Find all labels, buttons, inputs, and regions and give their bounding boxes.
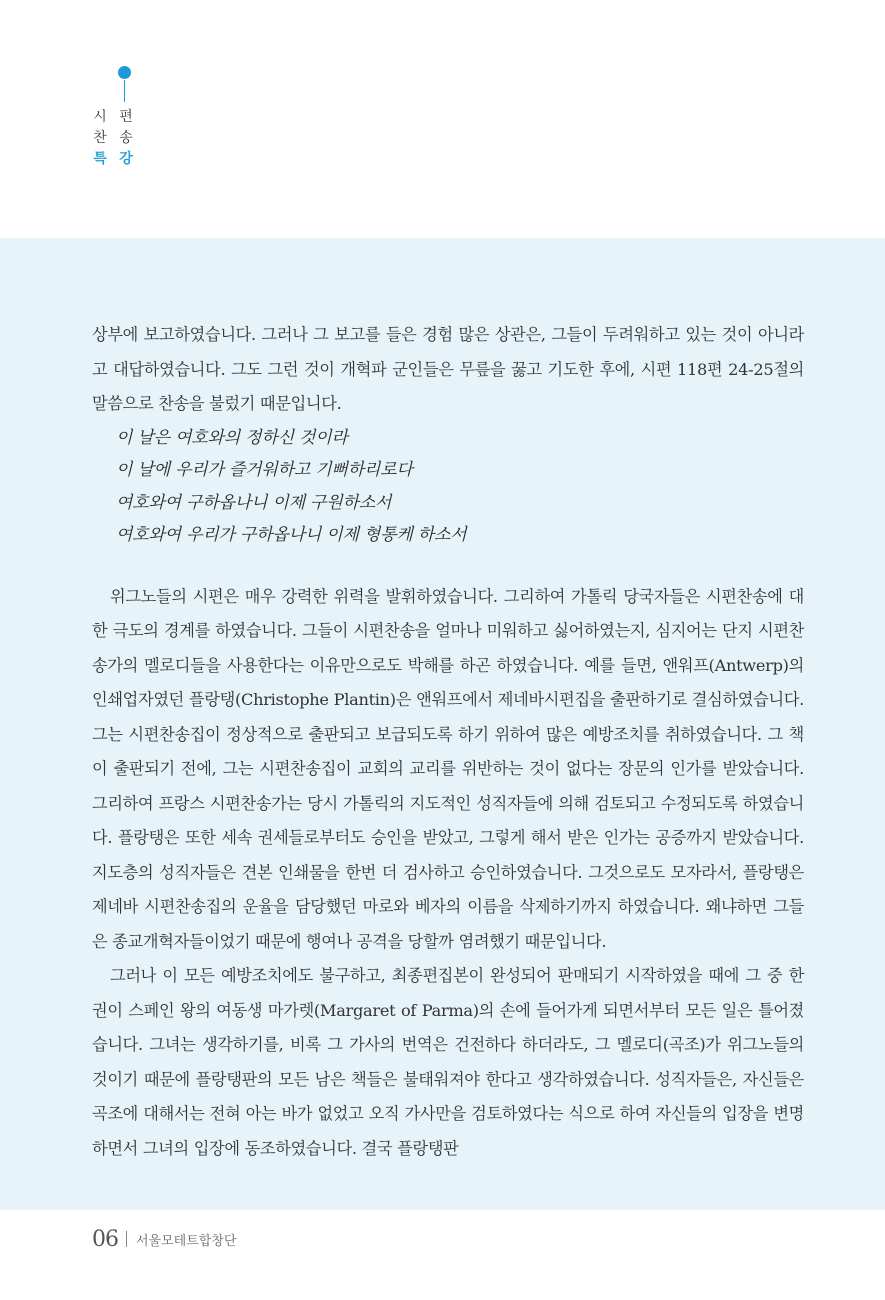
- paragraph-1: 상부에 보고하였습니다. 그러나 그 보고를 들은 경험 많은 상관은, 그들이 두려워하고 있는 것이 아니라고 대답하였습니다. 그도 그런 것이 개혁파 군인들은 무릎을 꿇고 기도한 후에, 시편 118편 24-25절의 말씀으로 찬송을 불렀기 때문입니다.: [92, 325, 804, 413]
- accent-dot-icon: [118, 66, 131, 79]
- page-header: [0, 0, 885, 238]
- section-label-char: 찬: [93, 130, 107, 146]
- verse-line: 이 날은 여호와의 정하신 것이라: [116, 427, 348, 448]
- paragraph-2: 위그노들의 시편은 매우 강력한 위력을 발휘하였습니다. 그리하여 가톨릭 당국자들은 시편찬송에 대한 극도의 경계를 하였습니다. 그들이 시편찬송을 얼마나 미워하고 싫어하였는지, 심지어는 단지 시편찬송가의 멜로디들을 사용한다는 이유만으로도 박해를 하곤 하였습니다. 예를 들면, 앤워프(Antwerp)의 인쇄업자였던 플랑탱(Christophe Plantin)은 앤워프에서 제네바시편집을 출판하기로 결심하였습니다. 그는 시편찬송집이 정상적으로 출판되고 보급되도록 하기 위하여 많은 예방조치를 취하였습니다. 그 책이 출판되기 전에, 그는 시편찬송집이 교회의 교리를 위반하는 것이 없다는 장문의 인가를 받았습니다. 그리하여 프랑스 시편찬송가는 당시 가톨릭의 지도적인 성직자들에 의해 검토되고 수정되도록 하였습니다. 플랑탱은 또한 세속 권세들로부터도 승인을 받았고, 그렇게 해서 받은 인가는 공증까지 받았습니다. 지도층의 성직자들은 견본 인쇄물을 한번 더 검사하고 승인하였습니다. 그것으로도 모자라서, 플랑탱은 제네바 시편찬송집의 운율을 담당했던 마로와 베자의 이름을 삭제하기까지 하였습니다. 왜냐하면 그들은 종교개혁자들이었기 때문에 행여나 공격을 당할까 염려했기 때문입니다.: [92, 586, 804, 951]
- section-label-char: 편: [119, 109, 133, 125]
- article-body: [92, 318, 804, 1166]
- section-label: [92, 107, 136, 170]
- page-number: 06: [92, 1226, 118, 1252]
- section-label-char: 송: [119, 130, 133, 146]
- section-label-char: 특: [93, 151, 107, 167]
- section-label-row-accent: [92, 149, 134, 170]
- section-label-row: [92, 128, 134, 149]
- footer-divider: [126, 1231, 127, 1247]
- section-label-char: 강: [119, 151, 133, 167]
- publication-name: 서울모테트합창단: [136, 1233, 237, 1249]
- section-label-char: 시: [93, 109, 107, 125]
- section-label-row: [92, 107, 134, 128]
- paragraph-3: 그러나 이 모든 예방조치에도 불구하고, 최종편집본이 완성되어 판매되기 시작하였을 때에 그 중 한 권이 스페인 왕의 여동생 마가렛(Margaret of Parma)의 손에 들어가게 되면서부터 모든 일은 틀어졌습니다. 그녀는 생각하기를, 비록 그 가사의 번역은 건전하다 하더라도, 그 멜로디(곡조)가 위그노들의 것이기 때문에 플랑탱판의 모든 남은 책들은 불태워져야 한다고 생각하였습니다. 성직자들은, 자신들은 곡조에 대해서는 전혀 아는 바가 없었고 오직 가사만을 검토하였다는 식으로 하여 자신들의 입장을 변명하면서 그녀의 입장에 동조하였습니다. 결국 플랑탱판: [92, 966, 804, 1158]
- paragraph-gap: [92, 552, 804, 580]
- verse-line: 여호와여 구하옵나니 이제 구원하소서: [116, 492, 392, 513]
- page-footer: [92, 1226, 236, 1252]
- verse-line: 이 날에 우리가 즐거워하고 기뻐하리로다: [116, 460, 413, 480]
- verse-line: 여호와여 우리가 구하옵나니 이제 형통케 하소서: [116, 525, 467, 545]
- accent-line: [124, 80, 125, 102]
- scripture-quote: [92, 422, 804, 552]
